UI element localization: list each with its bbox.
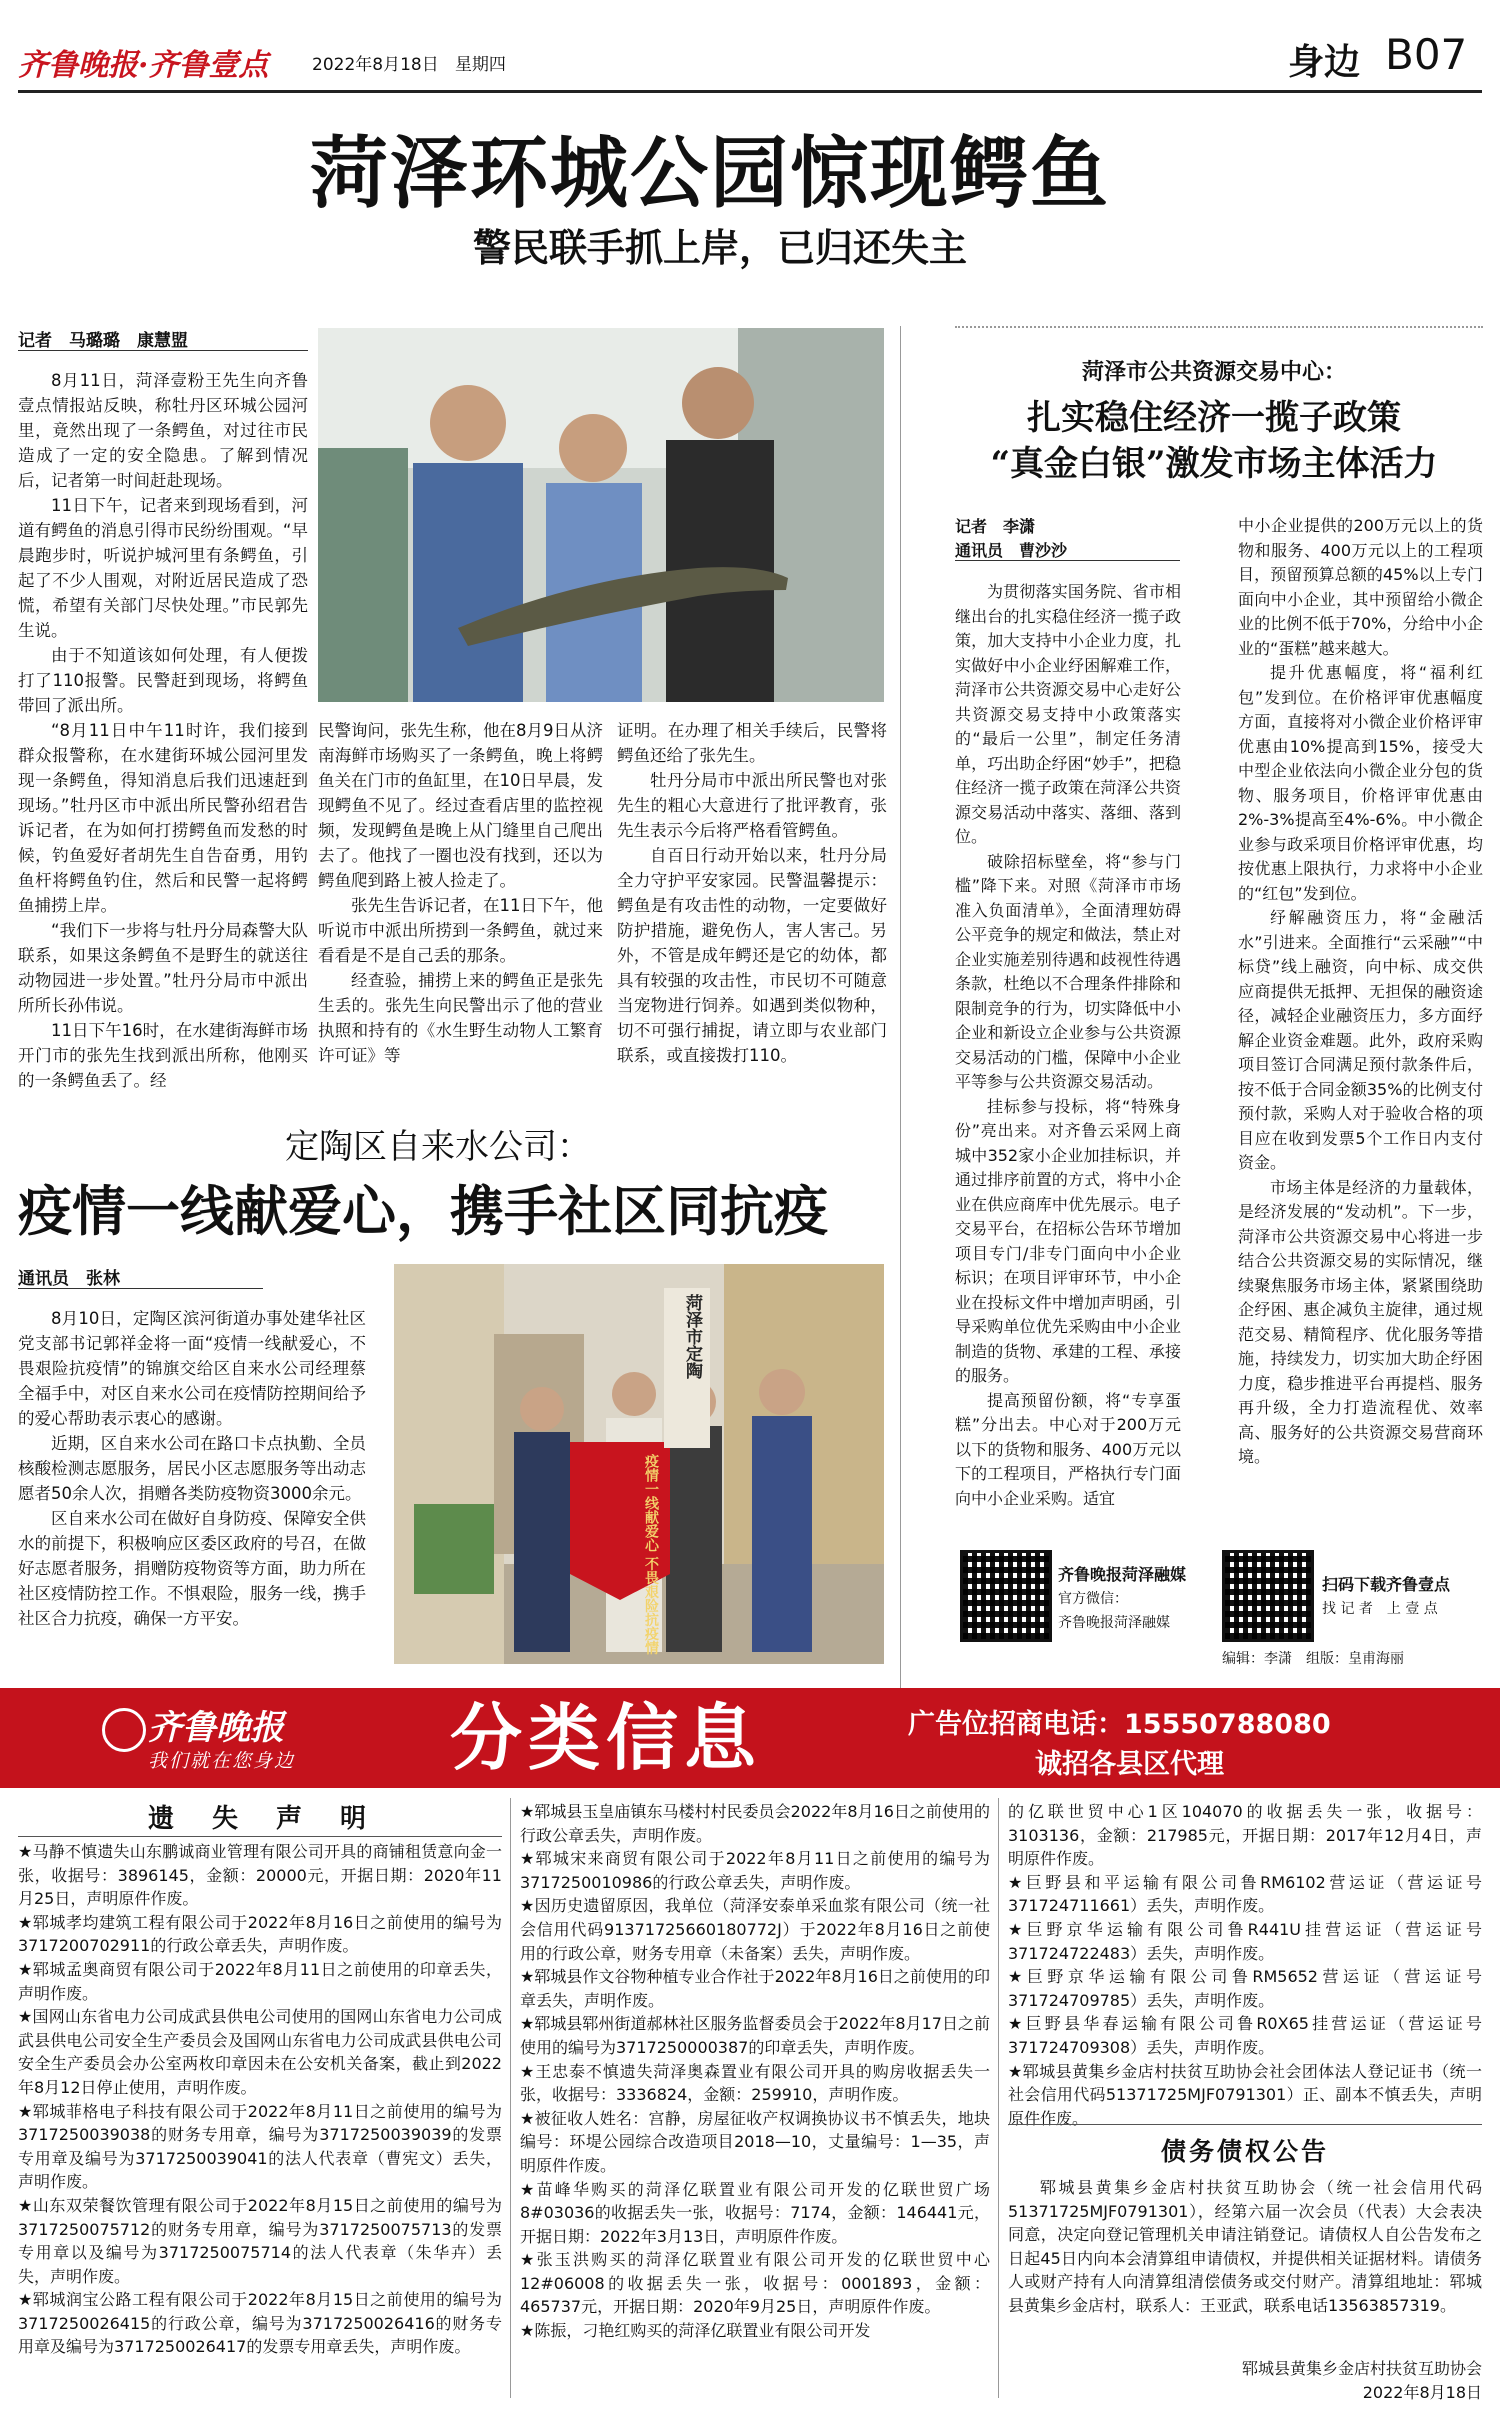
banner-text: 疫情一线献爱心 不畏艰险抗疫情 (643, 1454, 659, 1655)
article3-col1: 为贯彻落实国务院、省市相继出台的扎实稳住经济一揽子政策，加大支持中小企业力度，扎实做好中小企业纾困解难工作，菏泽市公共资源交易中心走好公共资源交易支持中小政策落实的“最后一公里”，制定任务清单，巧出助企纾困“妙手”，把稳住经济一揽子政策在菏泽公共资源交易活动中落实、落细、落到位。 破除招标壁垒，将“参与门槛”降下来。对照《菏泽市市场准入负面清单》，全面清理妨碍公平竞争的规定和做法，禁止对企业实施差别待遇和歧视性待遇条款，杜绝以不合理条件排除和限制竞争的行为，切实降低中小企业和新设立企业参与公共资源交易活动的门槛，保障中小企业平等参与公共资源交易活动。 挂标参与投标，将“特殊身份”亮出来。对齐鲁云采网上商城中352家小企业加挂标识，并通过排序前置的方式，将中小企业在供应商库中优先展示。电子交易平台，在招标公告环节增加项目专门/非专门面向中小企业标识；在项目评审环节，中小企业在投标文件中增加声明函，引导采购单位优先采购由中小企业制造的货物、承建的工程、承接的服务。 提高预留份额，将“专享蛋糕”分出去。中心对于200万元以下的货物和服务、400万元以下的工程项目，严格执行专门面向中小企业采购。适宜 (955, 582, 1181, 1508)
article1-byline-rule (18, 350, 308, 351)
qr-left-sub2: 齐鲁晚报菏泽融媒 (1058, 1615, 1170, 1631)
article1-headline: 菏泽环城公园惊现鳄鱼 (309, 128, 1110, 219)
debt-notice-org: 郓城县黄集乡金店村扶贫互助协会 (1241, 2359, 1482, 2378)
notice-item: ★国网山东省电力公司成武县供电公司使用的国网山东省电力公司成武县供电公司安全生产委员会及国网山东省电力公司成武县供电公司安全生产委员会办公室两枚印章因未在公安机关备案，截止到2022年8月12日停止使用，声明作废。 (18, 2007, 502, 2097)
qr-left-sub1: 官方微信： (1058, 1591, 1128, 1607)
lost-heading-rule (18, 1836, 502, 1837)
article1-col3: 证明。在办理了相关手续后，民警将鳄鱼还给了张先生。 牡丹分局市中派出所民警也对张先生的粗心大意进行了批评教育，张先生表示今后将严格看管鳄鱼。 自百日行动开始以来，牡丹分局全力守护平安家园。民警温馨提示：鳄鱼是有攻击性的动物，一定要做好防护措施，避免伤人，害人害己。另外，不管是成年鳄还是它的幼体，都具有较强的攻击性，市民切不可随意当宠物进行饲养。如遇到类似物种，切不可强行捕捉，请立即与农业部门联系，或直接拨打110。 (617, 721, 887, 1065)
notice-item: ★郓城县作文谷物种植专业合作社于2022年8月16日之前使用的印章丢失，声明作废。 (520, 1967, 990, 2010)
article3-byline2: 通讯员 曹沙沙 (955, 541, 1068, 560)
notice-item: ★巨野县华春运输有限公司鲁R0X65挂营运证（营运证号371724709308）丢失，声明作废。 (1008, 2014, 1482, 2057)
article3-headline1: 扎实稳住经济一揽子政策 (1027, 398, 1401, 438)
notice-item: 的亿联世贸中心1区104070的收据丢失一张，收据号：3103136，金额：217985元，开据日期：2017年12月4日，声明原件作废。 (1008, 1802, 1482, 1869)
qr-right-sub: 找 记 者 上 壹 点 (1322, 1601, 1438, 1617)
article1-byline: 记者 马璐璐 康慧盟 (18, 331, 188, 351)
masthead-rule (18, 90, 1482, 93)
ad-logo: 齐鲁晚报 (148, 1708, 284, 1748)
notice-item: ★巨野县和平运输有限公司鲁RM6102营运证（营运证号371724711661）丢失，声明作废。 (1008, 1872, 1482, 1916)
article1-subhead: 警民联手抓上岸，已归还失主 (472, 225, 967, 270)
column-divider (900, 326, 905, 1696)
masthead-section: 身边 (1288, 42, 1361, 83)
qr-left-title: 齐鲁晚报菏泽融媒 (1058, 1565, 1187, 1584)
lost-notice-heading: 遗 失 声 明 (147, 1804, 372, 1834)
article2-headline: 疫情一线献爱心，携手社区同抗疫 (18, 1179, 828, 1243)
banner-photo (394, 1264, 884, 1664)
article1-col1: 8月11日，菏泽壹粉王先生向齐鲁壹点情报站反映，称牡丹区环城公园河里，竟然出现了一条鳄鱼，对过往市民造成了一定的安全隐患。了解到情况后，记者第一时间赶赴现场。 11日下午，记者来到现场看到，河道有鳄鱼的消息引得市民纷纷围观。“早晨跑步时，听说护城河里有条鳄鱼，引起了不少人围观，对附近居民造成了恐慌，希望有关部门尽快处理。”市民郭先生说。 由于不知道该如何处理，有人便拨打了110报警。民警赶到现场，将鳄鱼带回了派出所。 “8月11日中午11时许，我们接到群众报警称，在水建街环城公园河里发现一条鳄鱼，得知消息后我们迅速赶到现场。”牡丹区市中派出所民警孙绍君告诉记者，在为如何打捞鳄鱼而发愁的时候，钓鱼爱好者胡先生自告奋勇，用钓鱼杆将鳄鱼钓住，然后和民警一起将鳄鱼捕捞上岸。 “我们下一步将与牡丹分局森警大队联系，如果这条鳄鱼不是野生的就送往动物园进一步处置。”牡丹分局市中派出所所长孙伟说。 11日下午16时，在水建街海鲜市场开门市的张先生找到派出所称，他刚买的一条鳄鱼丢了。经 (18, 371, 308, 1090)
notice-item: ★陈振，刁艳红购买的菏泽亿联置业有限公司开发 (520, 2321, 871, 2341)
notice-item: ★郓城孟奥商贸有限公司于2022年8月11日之前使用的印章丢失，声明作废。 (18, 1959, 502, 2003)
article1-col2: 民警询问，张先生称，他在8月9日从济南海鲜市场购买了一条鳄鱼，晚上将鳄鱼关在门市的鱼缸里，在10日早晨，发现鳄鱼不见了。经过查看店里的监控视频，发现鳄鱼是晚上从门缝里自己爬出去了。他找了一圈也没有找到，还以为鳄鱼爬到路上被人捡走了。 张先生告诉记者，在11日下午，他听说市中派出所捞到一条鳄鱼，就过来看看是不是自己丢的那条。 经查验，捕捞上来的鳄鱼正是张先生丢的。张先生向民警出示了他的营业执照和持有的《水生野生动物人工繁育许可证》等 (318, 721, 603, 1065)
notice-item: ★张玉洪购买的菏泽亿联置业有限公司开发的亿联世贸中心12#06008的收据丢失一张，收据号：0001893，金额：465737元，开据日期：2020年9月25日，声明原件作废。 (520, 2250, 990, 2317)
notice-item: ★苗峰华购买的菏泽亿联置业有限公司开发的亿联世贸广场8#03036的收据丢失一张，收据号：7174，金额：146441元，开据日期：2022年3月13日，声明原件作废。 (520, 2179, 990, 2246)
classified-banner (0, 1688, 1500, 1788)
notice-item: ★巨野京华运输有限公司鲁R441U挂营运证（营运证号371724722483）丢失，声明作废。 (1008, 1919, 1482, 1963)
masthead-logo: 齐鲁晚报·齐鲁壹点 (18, 48, 269, 83)
article3-byline1: 记者 李潇 (955, 517, 1036, 536)
notice-item: ★马静不慎遗失山东鹏诚商业管理有限公司开具的商铺租赁意向金一张，收据号：3896145，金额：20000元，开据日期：2020年11月25日，声明原件作废。 (18, 1842, 502, 1909)
notice-item: ★郓城润宝公路工程有限公司于2022年8月15日之前使用的编号为3717250026415的行政公章，编号为3717250026416的财务专用章及编号为3717250026417的发票专用章丢失，声明作废。 (18, 2290, 502, 2357)
qr-right-title: 扫码下载齐鲁壹点 (1322, 1575, 1451, 1594)
notice-item: ★郓城县黄集乡金店村扶贫互助协会社会团体法人登记证书（统一社会信用代码51371725MJF0791301）正、副本不慎丢失，声明原件作废。 (1008, 2061, 1482, 2128)
notice-item: ★郓城菲格电子科技有限公司于2022年8月11日之前使用的编号为3717250039038的财务专用章，编号为3717250039039的发票专用章及编号为3717250039041的法人代表章（曹宪文）丢失，声明作废。 (18, 2101, 502, 2192)
ad-phone-line: 广告位招商电话：15550788080 (908, 1709, 1331, 1740)
ad-title: 分类信息 (450, 1696, 763, 1780)
classified-col2 (520, 1800, 990, 2343)
notice-item: ★山东双荣餐饮管理有限公司于2022年8月15日之前使用的编号为3717250075712的财务专用章，编号为3717250075713的发票专用章以及编号为3717250075714的法人代表章（朱华卉）丢失，声明作废。 (18, 2195, 502, 2286)
notice-item: ★郓城县玉皇庙镇东马楼村村民委员会2022年8月16日之前使用的行政公章丢失，声明作废。 (520, 1802, 990, 1845)
notice-item: ★郓城县郓州街道郝林社区服务监督委员会于2022年8月17日之前使用的编号为3717250000387的印章丢失，声明作废。 (520, 2014, 990, 2057)
article2-body: 8月10日，定陶区滨河街道办事处建华社区党支部书记郭祥金将一面“疫情一线献爱心，不畏艰险抗疫情”的锦旗交给区自来水公司经理蔡全福手中，对区自来水公司在疫情防控期间给予的爱心帮助表示衷心的感谢。 近期，区自来水公司在路口卡点执勤、全员核酸检测志愿服务，居民小区志愿服务等出动志愿者50余人次，捐赠各类防疫物资3000余元。 区自来水公司在做好自身防疫、保障安全供水的前提下，积极响应区委区政府的号召，在做好志愿者服务，捐赠防疫物资等方面，助力所在社区疫情防控工作。不惧艰险，服务一线，携手社区合力抗疫，确保一方平安。 (18, 1309, 366, 1628)
qr-code-app (1222, 1550, 1314, 1642)
article3-top-rule (955, 326, 1483, 328)
editor-credit: 编辑：李潇 组版：皇甫海丽 (1222, 1651, 1404, 1667)
classified-col1 (18, 1840, 502, 2359)
classified-divider-1 (510, 1798, 511, 2398)
debt-notice-heading: 债务债权公告 (1160, 2137, 1329, 2166)
article2-byline: 通讯员 张林 (18, 1269, 120, 1289)
notice-item: ★郓城宋来商贸有限公司于2022年8月11日之前使用的编号为3717250010986的行政公章丢失，声明作废。 (520, 1849, 990, 1892)
sign-text: 菏泽市定陶 (682, 1294, 702, 1379)
debt-heading-rule-top (1008, 2124, 1482, 2125)
notice-item: ★因历史遗留原因，我单位（菏泽安泰单采血浆有限公司（统一社会信用代码91371725660180772J）于2022年8月16日之前使用的行政公章，财务专用章（未备案）丢失，声明作废。 (520, 1896, 990, 1963)
article3-col2: 中小企业提供的200万元以上的货物和服务、400万元以上的工程项目，预留预算总额的45%以上专门面向中小企业，其中预留给小微企业的比例不低于70%，分给中小企业的“蛋糕”越来越大。 提升优惠幅度，将“福利红包”发到位。在价格评审优惠幅度方面，直接将对小微企业价格评审优惠由10%提高到15%，接受大中型企业依法向小微企业分包的货物、服务项目，价格评审优惠由2%-3%提高至4%-6%。中小微企业参与政采项目价格评审优惠，均按优惠上限执行，力求将中小企业的“红包”发到位。 纾解融资压力，将“金融活水”引进来。全面推行“云采融”“中标贷”线上融资，向中标、成交供应商提供无抵押、无担保的融资途径，减轻企业融资压力，多方面纾解企业资金难题。此外，政府采购项目签订合同满足预付款条件后，按不低于合同金额35%的比例支付预付款，采购人对于验收合格的项目应在收到发票5个工作日内支付资金。 市场主体是经济的力量载体，是经济发展的“发动机”。下一步，菏泽市公共资源交易中心将进一步结合公共资源交易的实际情况，继续聚焦服务市场主体，紧紧围绕助企纾困、惠企减负主旋律，通过规范交易、精简程序、优化服务等措施，持续发力，切实加大助企纾困力度，稳步推进平台再提档、服务再升级，全力打造流程优、效率高、服务好的公共资源交易营商环境。 (1238, 516, 1483, 1466)
classified-col3 (1008, 1800, 1482, 2130)
article2-kicker: 定陶区自来水公司： (285, 1127, 591, 1167)
classified-divider-2 (998, 1798, 999, 2398)
ad-logo-icon (102, 1708, 146, 1752)
notice-item: ★巨野京华运输有限公司鲁RM5652营运证（营运证号371724709785）丢失，声明作废。 (1008, 1967, 1482, 2010)
article3-headline2: “真金白银”激发市场主体活力 (990, 444, 1438, 484)
masthead-date: 2022年8月18日 星期四 (312, 55, 506, 75)
masthead-page: B07 (1385, 30, 1468, 79)
masthead-weekday: 星期四 (454, 55, 506, 75)
crocodile-photo (318, 328, 884, 702)
article3-kicker: 菏泽市公共资源交易中心： (1081, 359, 1346, 385)
debt-notice-body: 郓城县黄集乡金店村扶贫互助协会（统一社会信用代码51371725MJF0791301），经第六届一次会员（代表）大会表决同意，决定向登记管理机关申请注销登记。请债权人自公告发布之日起45日内向本会清算组申请债权，并提供相关证据材料。请债务人或财产持有人向清算组清偿债务或交付财产。清算组地址：郓城县黄集乡金店村，联系人：王亚武，联系电话13563857319。 (1008, 2178, 1482, 2315)
article2-byline-rule (18, 1288, 263, 1289)
qr-code-wechat (960, 1550, 1052, 1642)
notice-item: ★被征收人姓名：宫静，房屋征收产权调换协议书不慎丢失，地块编号：环堤公园综合改造项目2018—10，丈量编号：1—35，声明原件作废。 (520, 2108, 990, 2175)
ad-agent-line: 诚招各县区代理 (1035, 1749, 1224, 1780)
notice-item: ★郓城孝均建筑工程有限公司于2022年8月16日之前使用的编号为3717200702911的行政公章丢失，声明作废。 (18, 1912, 502, 1956)
debt-notice-date: 2022年8月18日 (1362, 2383, 1482, 2402)
notice-item: ★王忠泰不慎遗失菏泽奥森置业有限公司开具的购房收据丢失一张，收据号：3336824，金额：259910，声明作废。 (520, 2061, 990, 2105)
article3-byline-rule (955, 560, 1180, 561)
ad-slogan: 我们就在您身边 (148, 1750, 296, 1772)
